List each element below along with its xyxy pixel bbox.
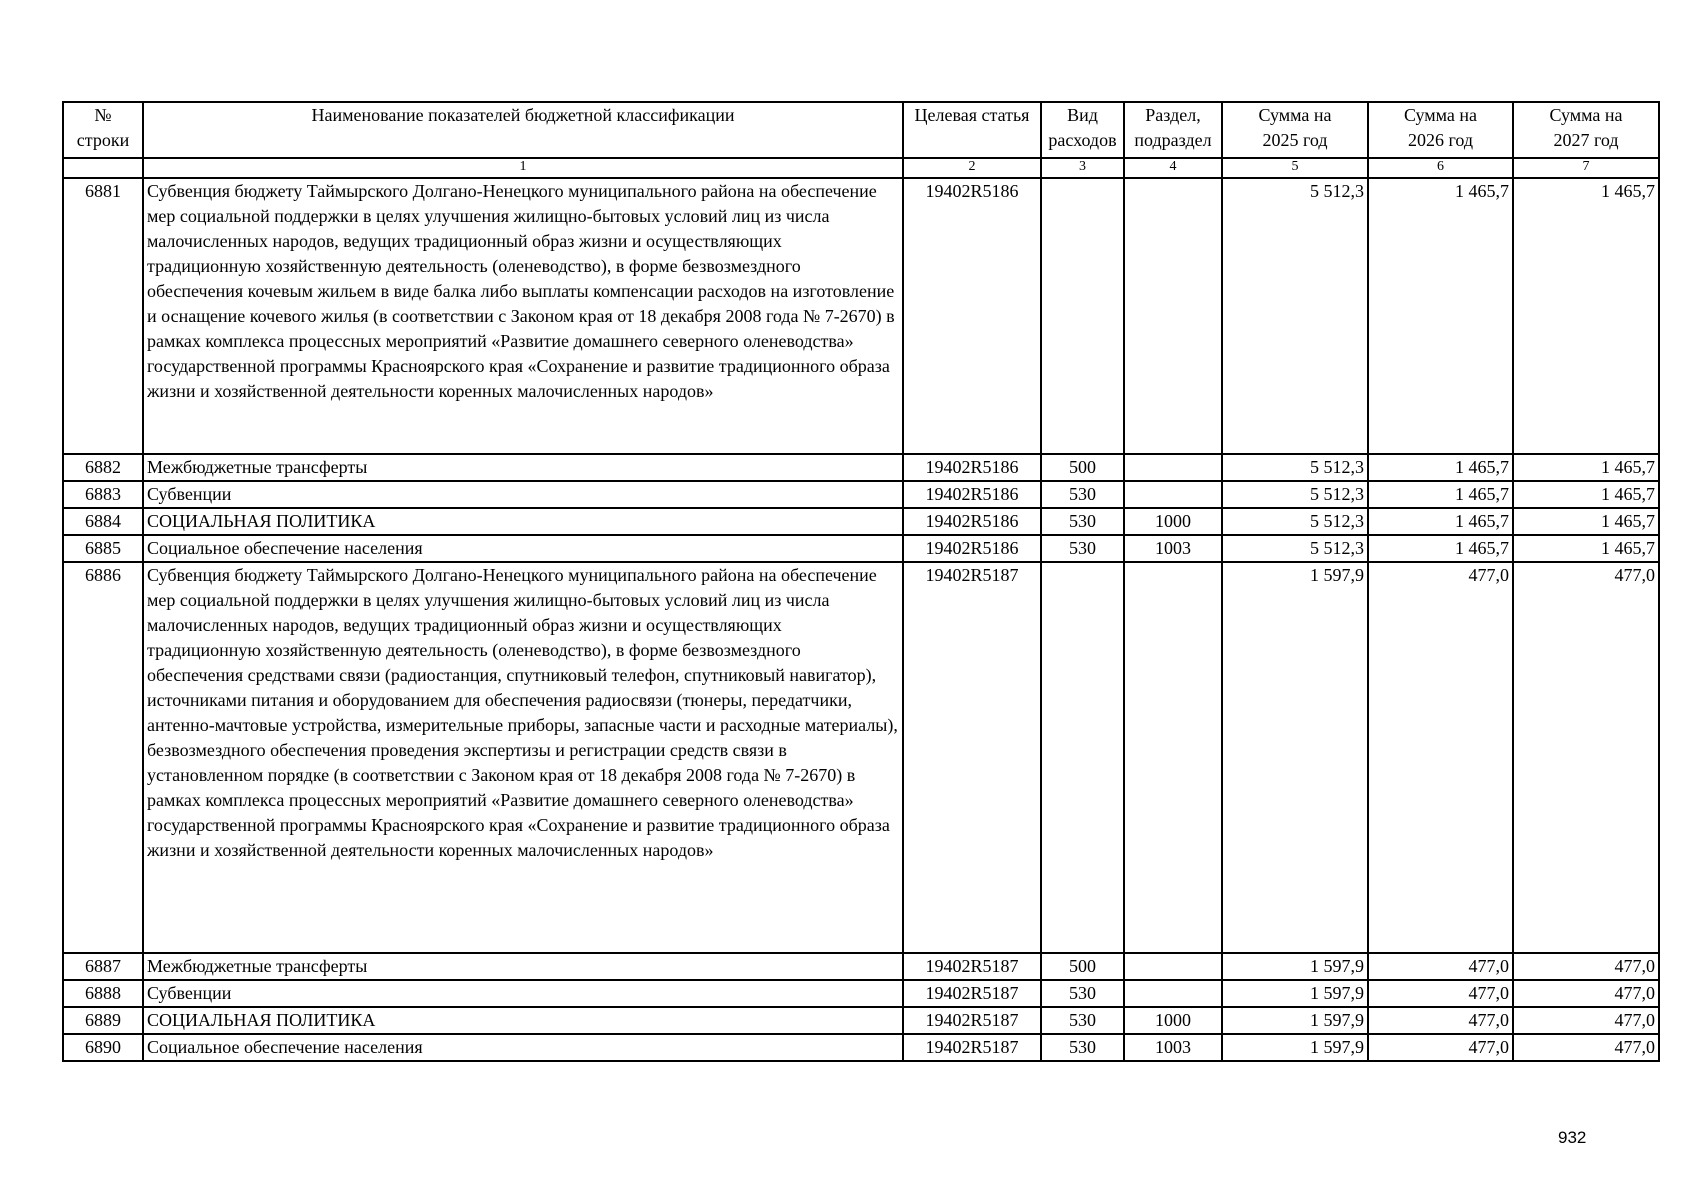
row-section [1124, 562, 1222, 953]
table-row [63, 481, 1659, 508]
page-number: 932 [1558, 1128, 1587, 1147]
table-row [63, 508, 1659, 535]
header-target: Целевая статья [903, 102, 1041, 158]
row-target: 19402R5187 [903, 953, 1041, 980]
header-type-line2: расходов [1048, 130, 1117, 150]
row-number: 6887 [63, 953, 143, 980]
row-sum-2027: 1 465,7 [1513, 178, 1659, 454]
row-section: 1000 [1124, 1007, 1222, 1034]
row-number: 6885 [63, 535, 143, 562]
row-name: Субвенция бюджету Таймырского Долгано-Ненецкого муниципального района на обеспечение мер социальной поддержки в целях улучшения жилищно-бытовых условий лиц из числа малочисленных народов, ведущих традиционный образ жизни и осуществляющих традиционную хозяйственную деятельность (оленеводство), в форме безвозмездного обеспечения средствами связи (радиостанция, спутниковый телефон, спутниковый навигатор), источниками питания и оборудованием для обеспечения радиосвязи (тюнеры, передатчики, антенно-мачтовые устройства, измерительные приборы, запасные части и расходные материалы), безвозмездного обеспечения проведения экспертизы и регистрации средств связи в установленном порядке (в соответствии с Законом края от 18 декабря 2008 года № 7-2670) в рамках комплекса процессных мероприятий «Развитие домашнего северного оленеводства» государственной программы Красноярского края «Сохранение и развитие традиционного образа жизни и хозяйственной деятельности коренных малочисленных народов» [143, 562, 903, 953]
header-sum-2025-line1: Сумма на [1258, 105, 1332, 125]
row-section: 1003 [1124, 535, 1222, 562]
row-sum-2025: 1 597,9 [1222, 562, 1368, 953]
row-sum-2026: 1 465,7 [1368, 481, 1513, 508]
row-sum-2025: 5 512,3 [1222, 508, 1368, 535]
header-name: Наименование показателей бюджетной классификации [143, 102, 903, 158]
row-sum-2026: 1 465,7 [1368, 454, 1513, 481]
column-number: 5 [1222, 158, 1368, 178]
row-section [1124, 481, 1222, 508]
header-section-line2: подраздел [1134, 130, 1212, 150]
header-type-line1: Вид [1067, 105, 1098, 125]
row-sum-2026: 477,0 [1368, 1034, 1513, 1061]
row-sum-2027: 477,0 [1513, 1034, 1659, 1061]
row-type: 530 [1041, 508, 1124, 535]
table-row [63, 535, 1659, 562]
row-target: 19402R5186 [903, 454, 1041, 481]
column-number: 2 [903, 158, 1041, 178]
row-target: 19402R5186 [903, 178, 1041, 454]
row-sum-2025: 5 512,3 [1222, 454, 1368, 481]
row-sum-2025: 5 512,3 [1222, 178, 1368, 454]
row-sum-2027: 1 465,7 [1513, 535, 1659, 562]
header-sum-2026-line1: Сумма на [1403, 105, 1478, 125]
header-sum-2027-line2: 2027 год [1553, 130, 1619, 150]
row-number: 6884 [63, 508, 143, 535]
row-sum-2026: 477,0 [1368, 980, 1513, 1007]
row-number: 6886 [63, 562, 143, 953]
row-number: 6883 [63, 481, 143, 508]
row-target: 19402R5187 [903, 980, 1041, 1007]
column-number: 4 [1124, 158, 1222, 178]
row-sum-2025: 1 597,9 [1222, 1034, 1368, 1061]
column-number: 3 [1041, 158, 1124, 178]
header-type [1041, 102, 1124, 158]
row-type: 500 [1041, 953, 1124, 980]
row-sum-2025: 5 512,3 [1222, 535, 1368, 562]
table-row [63, 178, 1659, 454]
row-sum-2026: 477,0 [1368, 562, 1513, 953]
row-name: СОЦИАЛЬНАЯ ПОЛИТИКА [143, 508, 903, 535]
table-row [63, 980, 1659, 1007]
row-type: 530 [1041, 980, 1124, 1007]
table-row [63, 953, 1659, 980]
row-name: Межбюджетные трансферты [143, 953, 903, 980]
row-number: 6890 [63, 1034, 143, 1061]
row-sum-2027: 477,0 [1513, 562, 1659, 953]
row-type: 530 [1041, 1034, 1124, 1061]
header-sum-2027 [1513, 102, 1659, 158]
header-sum-2026 [1368, 102, 1513, 158]
row-type: 530 [1041, 481, 1124, 508]
header-row-no: № строки [63, 102, 143, 158]
row-sum-2026: 1 465,7 [1368, 178, 1513, 454]
row-section [1124, 454, 1222, 481]
header-section-line1: Раздел, [1145, 105, 1201, 125]
row-name: Межбюджетные трансферты [143, 454, 903, 481]
row-sum-2025: 1 597,9 [1222, 953, 1368, 980]
row-sum-2026: 477,0 [1368, 953, 1513, 980]
row-sum-2026: 1 465,7 [1368, 535, 1513, 562]
row-target: 19402R5186 [903, 481, 1041, 508]
row-section: 1000 [1124, 508, 1222, 535]
row-sum-2027: 477,0 [1513, 953, 1659, 980]
header-sum-2025-line2: 2025 год [1262, 130, 1328, 150]
header-section [1124, 102, 1222, 158]
row-number: 6888 [63, 980, 143, 1007]
row-name: Социальное обеспечение населения [143, 1034, 903, 1061]
row-sum-2025: 1 597,9 [1222, 1007, 1368, 1034]
row-sum-2027: 1 465,7 [1513, 508, 1659, 535]
row-section [1124, 980, 1222, 1007]
row-sum-2025: 5 512,3 [1222, 481, 1368, 508]
column-number: 7 [1513, 158, 1659, 178]
row-sum-2027: 1 465,7 [1513, 481, 1659, 508]
row-type [1041, 178, 1124, 454]
row-number: 6882 [63, 454, 143, 481]
header-sum-2025 [1222, 102, 1368, 158]
column-number-row [63, 158, 1659, 178]
column-number: 1 [143, 158, 903, 178]
row-sum-2027: 477,0 [1513, 1007, 1659, 1034]
row-target: 19402R5186 [903, 508, 1041, 535]
budget-table [62, 101, 1660, 1062]
table-row [63, 1034, 1659, 1061]
row-sum-2026: 477,0 [1368, 1007, 1513, 1034]
row-name: СОЦИАЛЬНАЯ ПОЛИТИКА [143, 1007, 903, 1034]
row-sum-2025: 1 597,9 [1222, 980, 1368, 1007]
table-header-row [63, 102, 1659, 158]
column-number-blank [63, 158, 143, 178]
row-target: 19402R5187 [903, 1034, 1041, 1061]
row-name: Субвенции [143, 980, 903, 1007]
row-sum-2027: 477,0 [1513, 980, 1659, 1007]
column-number: 6 [1368, 158, 1513, 178]
header-sum-2026-line2: 2026 год [1407, 130, 1474, 150]
row-name: Субвенция бюджету Таймырского Долгано-Ненецкого муниципального района на обеспечение мер социальной поддержки в целях улучшения жилищно-бытовых условий лиц из числа малочисленных народов, ведущих традиционный образ жизни и осуществляющих традиционную хозяйственную деятельность (оленеводство), в форме безвозмездного обеспечения кочевым жильем в виде балка либо выплаты компенсации расходов на изготовление и оснащение кочевого жилья (в соответствии с Законом края от 18 декабря 2008 года № 7-2670) в рамках комплекса процессных мероприятий «Развитие домашнего северного оленеводства» государственной программы Красноярского края «Сохранение и развитие традиционного образа жизни и хозяйственной деятельности коренных малочисленных народов» [143, 178, 903, 454]
table-row [63, 562, 1659, 953]
row-target: 19402R5187 [903, 1007, 1041, 1034]
table-row [63, 454, 1659, 481]
row-number: 6889 [63, 1007, 143, 1034]
header-sum-2027-line1: Сумма на [1549, 105, 1623, 125]
row-type [1041, 562, 1124, 953]
table-row [63, 1007, 1659, 1034]
row-sum-2026: 1 465,7 [1368, 508, 1513, 535]
row-type: 530 [1041, 535, 1124, 562]
row-section [1124, 178, 1222, 454]
row-section: 1003 [1124, 1034, 1222, 1061]
row-type: 500 [1041, 454, 1124, 481]
row-target: 19402R5187 [903, 562, 1041, 953]
row-number: 6881 [63, 178, 143, 454]
row-target: 19402R5186 [903, 535, 1041, 562]
row-sum-2027: 1 465,7 [1513, 454, 1659, 481]
row-name: Субвенции [143, 481, 903, 508]
row-type: 530 [1041, 1007, 1124, 1034]
row-name: Социальное обеспечение населения [143, 535, 903, 562]
row-section [1124, 953, 1222, 980]
